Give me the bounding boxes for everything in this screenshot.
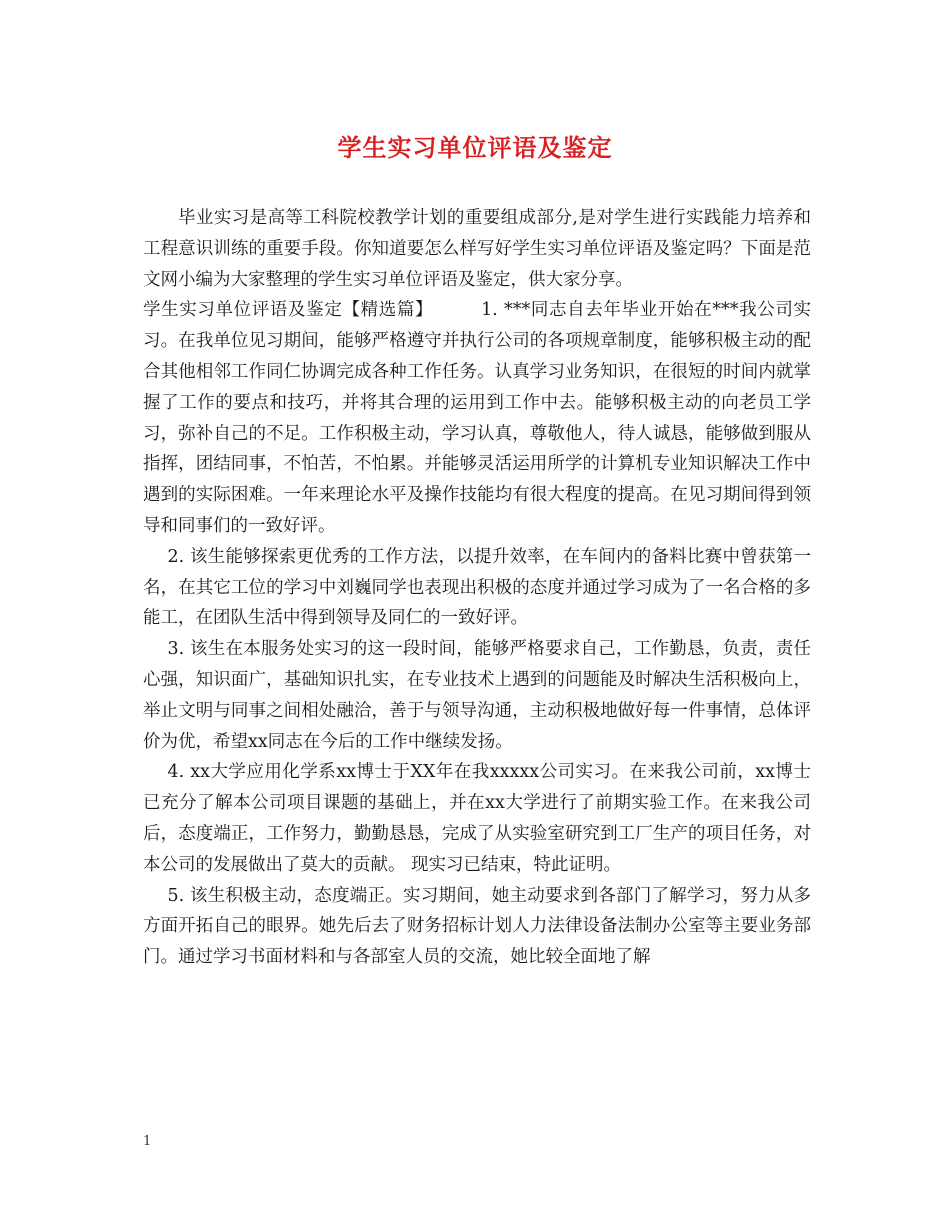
document-body	[143, 203, 811, 973]
section-paragraph	[143, 295, 811, 541]
document-title: 学生实习单位评语及鉴定	[337, 133, 613, 162]
item-1-text: 1. ***同志自去年毕业开始在***我公司实习。在我单位见习期间，能够严格遵守并执行公司的各项规章制度，能够积极主动的配合其他相邻工作同仁协调完成各种工作任务。认真学习业务知识，在很短的时间内就掌握了工作的要点和技巧，并将其合理的运用到工作中去。能够积极主动的向老员工学习，弥补自己的不足。工作积极主动，学习认真，尊敬他人，待人诚恳，能够做到服从指挥，团结同事，不怕苦，不怕累。并能够灵活运用所学的计算机专业知识解决工作中遇到的实际困难。一年来理论水平及操作技能均有很大程度的提高。在见习期间得到领导和同事们的一致好评。	[143, 300, 812, 536]
item-3-paragraph: 3. 该生在本服务处实习的这一段时间，能够严格要求自己，工作勤恳，负责，责任心强，知识面广，基础知识扎实，在专业技术上遇到的问题能及时解决生活积极向上，举止文明与同事之间相处融洽，善于与领导沟通，主动积极地做好每一件事情，总体评价为优，希望xx同志在今后的工作中继续发扬。	[143, 639, 811, 752]
item-2-paragraph: 2. 该生能够探索更优秀的工作方法，以提升效率，在车间内的备料比赛中曾获第一名，在其它工位的学习中刘巍同学也表现出积极的态度并通过学习成为了一名合格的多能工，在团队生活中得到领导及同仁的一致好评。	[143, 546, 811, 629]
intro-paragraph: 毕业实习是高等工科院校教学计划的重要组成部分,是对学生进行实践能力培养和工程意识训练的重要手段。你知道要怎么样写好学生实习单位评语及鉴定吗？下面是范文网小编为大家整理的学生实习单位评语及鉴定，供大家分享。	[143, 208, 811, 290]
page-number: 1	[143, 1134, 152, 1149]
section-heading: 学生实习单位评语及鉴定【精选篇】	[143, 300, 434, 321]
item-4-paragraph: 4. xx大学应用化学系xx博士于XX年在我xxxxx公司实习。在来我公司前，xx博士已充分了解本公司项目课题的基础上，并在xx大学进行了前期实验工作。在来我公司后，态度端正，工作努力，勤勤恳恳，完成了从实验室研究到工厂生产的项目任务，对本公司的发展做出了莫大的贡献。 现实习已结束，特此证明。	[143, 762, 811, 875]
item-5-paragraph: 5. 该生积极主动，态度端正。实习期间，她主动要求到各部门了解学习，努力从多方面开拓自己的眼界。她先后去了财务招标计划人力法律设备法制办公室等主要业务部门。通过学习书面材料和与各部室人员的交流，她比较全面地了解	[143, 885, 811, 968]
